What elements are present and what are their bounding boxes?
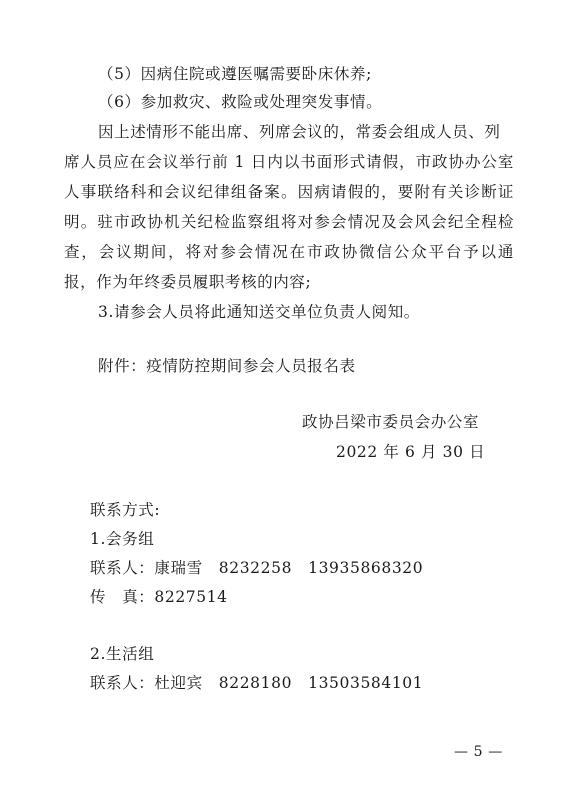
paragraph-line-6: 报，作为年终委员履职考核的内容; [64, 273, 312, 291]
signature-org: 政协吕梁市委员会办公室 [302, 413, 480, 431]
page-number: — 5 — [454, 744, 503, 760]
attachment-line: 附件：疫情防控期间参会人员报名表 [98, 357, 356, 375]
contact-group-1-title: 1.会务组 [90, 530, 155, 548]
item-6: （6）参加救灾、救险或处理突发事情。 [98, 93, 383, 111]
contact-group-1-person: 联系人：康瑞雪 8232258 13935868320 [90, 559, 424, 577]
paragraph-line-4: 明。驻市政协机关纪检监察组将对参会情况及会风会纪全程检 [64, 213, 514, 231]
paragraph-line-2: 席人员应在会议举行前 1 日内以书面形式请假，市政协办公室 [64, 153, 514, 171]
signature-date: 2022 年 6 月 30 日 [336, 443, 486, 461]
paragraph-line-3: 人事联络科和会议纪律组备案。因病请假的，要附有关诊断证 [64, 183, 514, 201]
paragraph-line-1: 因上述情形不能出席、列席会议的，常委会组成人员、列 [98, 123, 501, 141]
contact-heading: 联系方式: [90, 501, 161, 519]
item-5: （5）因病住院或遵医嘱需要卧床休养; [98, 65, 372, 83]
contact-group-2-title: 2.生活组 [90, 645, 155, 663]
contact-group-1-fax: 传 真：8227514 [90, 588, 228, 606]
contact-group-2-person: 联系人：杜迎宾 8228180 13503584101 [90, 674, 424, 692]
paragraph-line-5: 查，会议期间，将对参会情况在市政协微信公众平台予以通 [64, 243, 514, 261]
point-3: 3.请参会人员将此通知送交单位负责人阅知。 [98, 303, 420, 321]
